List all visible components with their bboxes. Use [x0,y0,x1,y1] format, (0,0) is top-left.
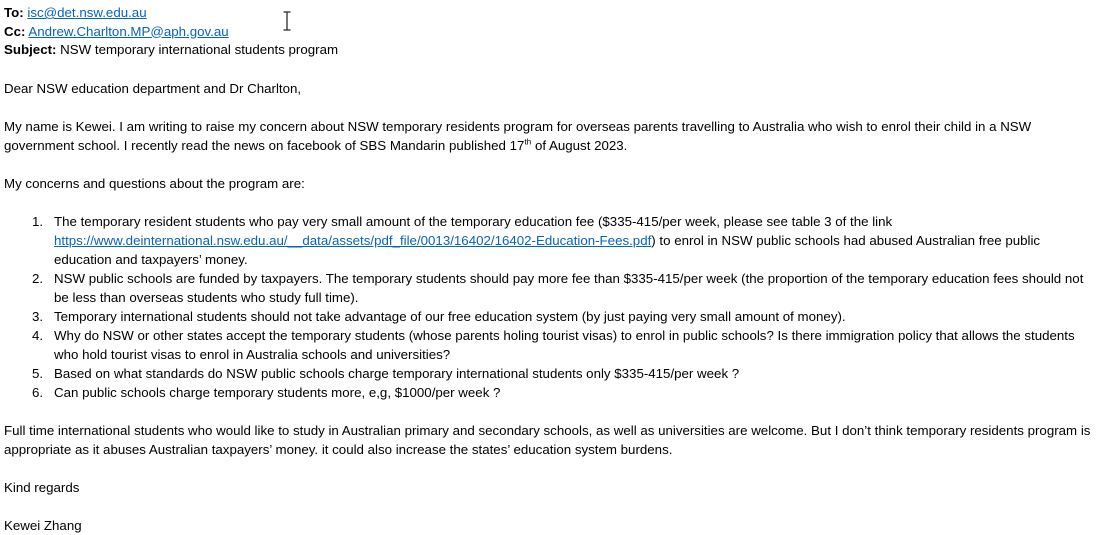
list-item [54,383,1098,402]
cc-label: Cc: [4,23,26,39]
list-item [54,307,1098,326]
item-text-before-link: The temporary resident students who pay very small amount of the temporary education fee ($335-415/per week, please see table 3 of the link [54,213,893,229]
to-recipient-link[interactable]: isc@det.nsw.edu.au [27,5,147,20]
item-text: Can public schools charge temporary students more, e,g, $1000/per week ? [54,384,501,400]
closing-paragraph: Full time international students who would like to study in Australian primary and secondary schools, as well as universities are welcome. But I don’t think temporary residents program is appropriate as it abuses Australian taxpayers’ money. it could also increase the states’ education system burdens. [4,422,1091,457]
item-text: Temporary international students should not take advantage of our free education system (by just paying very small amount of money). [54,308,846,324]
subject-label: Subject: [4,42,57,57]
spacer-after-headers [4,60,1098,79]
email-header-to [4,4,1098,23]
cc-recipient-link[interactable]: Andrew.Charlton.MP@aph.gov.au [28,23,229,39]
list-item [54,212,1098,269]
item-text-after-link: ) to enrol in NSW public schools had abused Australian free public education and taxpayers’ money. [54,232,1041,267]
intro-text-part2: of August 2023. [531,137,628,153]
item-text: Based on what standards do NSW public schools charge temporary international students only $335-415/per week ? [54,365,740,381]
list-item [54,364,1098,383]
email-header-cc [4,23,1098,42]
concerns-list [4,212,1098,402]
spacer-after-closing [4,459,1098,478]
sign-off: Kind regards [4,479,80,495]
education-fees-pdf-link[interactable]: https://www.deinternational.nsw.edu.au/__data/assets/pdf_file/0013/16402/16402-Education-Fees.pdf [54,232,652,248]
email-header-subject [4,41,1098,60]
spacer-after-list [4,402,1098,421]
subject-value: NSW temporary international students program [60,42,339,57]
intro-paragraph [4,117,1098,155]
item-text: NSW public schools are funded by taxpayers. The temporary students should pay more fee than $335-415/per week (the proportion of the temporary education fees should not be less than overseas students who study full time). [54,270,1084,305]
ordinal-suffix: th [524,137,532,147]
spacer-after-signoff [4,497,1098,516]
list-item [54,326,1098,364]
spacer-before-list [4,193,1098,212]
item-text: Why do NSW or other states accept the temporary students (whose parents holing tourist visas) to enrol in public schools? Is there immigration policy that allows the students who hold tourist visas to enrol in Australia schools and universities? [54,327,1075,362]
to-label: To: [4,5,24,20]
spacer-after-salutation [4,98,1098,117]
list-lead-in: My concerns and questions about the program are: [4,175,305,191]
salutation: Dear NSW education department and Dr Charlton, [4,80,302,96]
intro-text-part1: My name is Kewei. I am writing to raise my concern about NSW temporary residents program for overseas parents travelling to Australia who wish to enrol their child in a NSW government school. I recently read the news on facebook of SBS Mandarin published 17 [4,118,1032,153]
spacer-after-intro [4,155,1098,174]
list-item [54,269,1098,307]
sender-name: Kewei Zhang [4,517,82,533]
